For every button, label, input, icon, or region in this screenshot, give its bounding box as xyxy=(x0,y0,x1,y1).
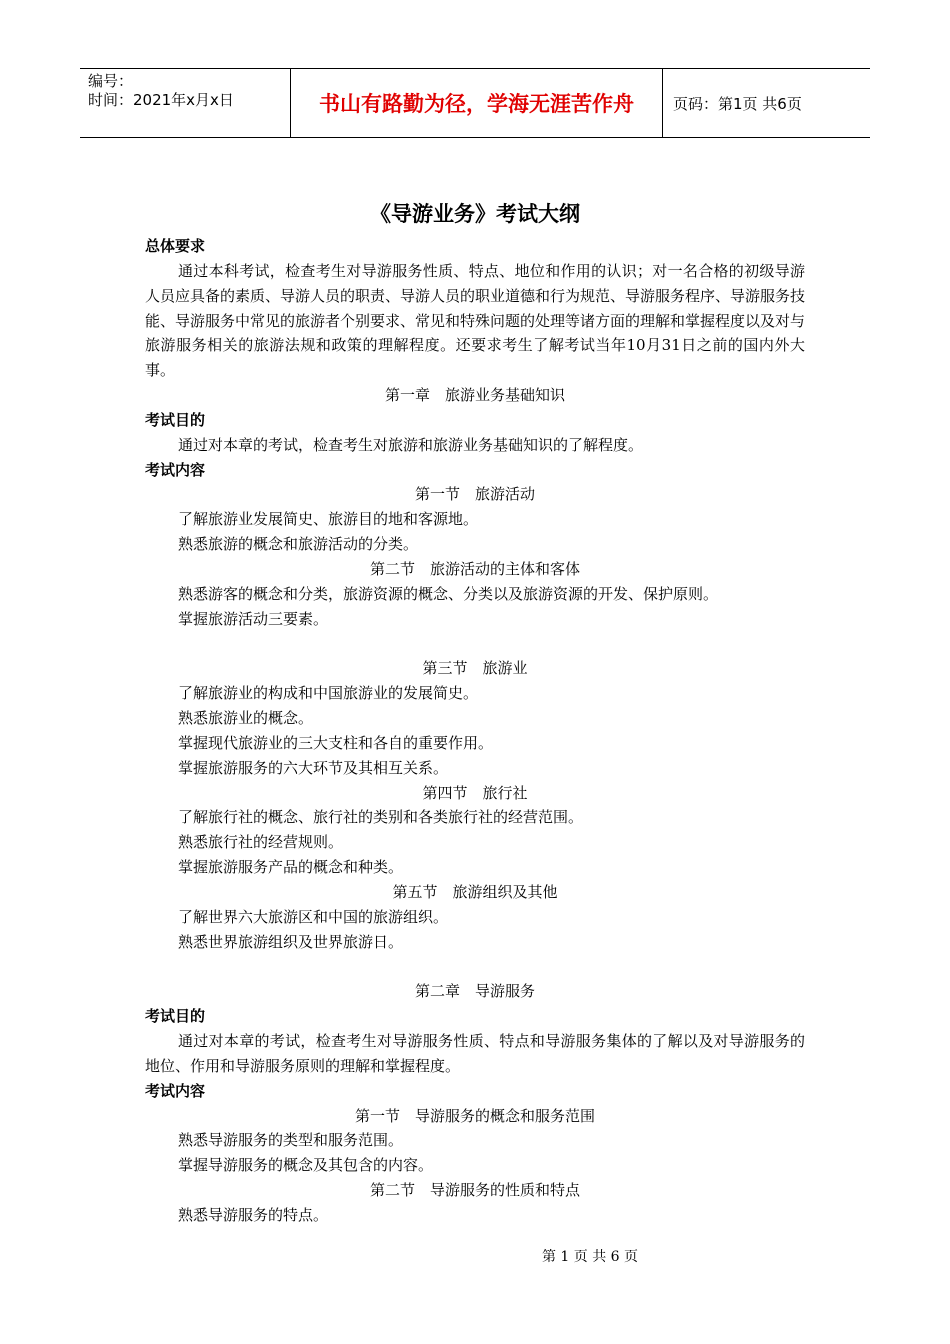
chapter1-section2-line: 熟悉游客的概念和分类，旅游资源的概念、分类以及旅游资源的开发、保护原则。 xyxy=(178,584,719,603)
chapter1-section5-title: 第五节 旅游组织及其他 xyxy=(392,882,558,901)
header-motto: 书山有路勤为径，学海无涯苦作舟 xyxy=(291,69,663,137)
chapter2-section2-line: 熟悉导游服务的特点。 xyxy=(178,1205,329,1224)
general-heading: 总体要求 xyxy=(145,237,206,255)
chapter2-section2-title: 第二节 导游服务的性质和特点 xyxy=(369,1181,580,1200)
chapter1-section3-line: 掌握旅游服务的六大环节及其相互关系。 xyxy=(178,758,449,777)
chapter1-goal-heading: 考试目的 xyxy=(145,410,206,429)
chapter1-section1-line: 熟悉旅游的概念和旅游活动的分类。 xyxy=(178,535,419,554)
chapter1-section4-line: 掌握旅游服务产品的概念和种类。 xyxy=(178,858,404,877)
chapter2-content-heading: 考试内容 xyxy=(145,1081,206,1100)
chapter1-title: 第一章 旅游业务基础知识 xyxy=(384,386,565,405)
chapter1-section4-title: 第四节 旅行社 xyxy=(422,783,528,802)
header-page-label: 页码：第1页 共6页 xyxy=(673,94,802,113)
page-footer: 第 1 页 共 6 页 xyxy=(541,1249,639,1265)
page-header xyxy=(80,68,870,138)
chapter2-goal-heading: 考试目的 xyxy=(145,1007,206,1026)
chapter2-section1-line: 熟悉导游服务的类型和服务范围。 xyxy=(178,1131,404,1150)
chapter2-title: 第二章 导游服务 xyxy=(414,982,535,1001)
chapter1-section3-title: 第三节 旅游业 xyxy=(422,659,528,678)
chapter1-section2-title: 第二节 旅游活动的主体和客体 xyxy=(369,559,580,578)
chapter1-section3-line: 了解旅游业的构成和中国旅游业的发展简史。 xyxy=(178,684,479,703)
chapter1-section4-line: 了解旅行社的概念、旅行社的类别和各类旅行社的经营范围。 xyxy=(178,808,584,827)
chapter1-section5-line: 了解世界六大旅游区和中国的旅游组织。 xyxy=(178,907,449,926)
chapter1-section2-line: 掌握旅游活动三要素。 xyxy=(178,609,329,628)
header-meta xyxy=(80,69,291,137)
chapter1-section3-line: 熟悉旅游业的概念。 xyxy=(178,709,314,728)
chapter1-section4-line: 熟悉旅行社的经营规则。 xyxy=(178,833,344,852)
chapter1-section3-line: 掌握现代旅游业的三大支柱和各自的重要作用。 xyxy=(178,733,494,752)
document-body xyxy=(145,234,805,1228)
chapter1-content-heading: 考试内容 xyxy=(145,460,206,479)
chapter2-section1-title: 第一节 导游服务的概念和服务范围 xyxy=(354,1106,595,1125)
chapter1-goal-text: 通过对本章的考试，检查考生对旅游和旅游业务基础知识的了解程度。 xyxy=(178,435,644,454)
spacer xyxy=(145,632,805,657)
document-title: 《导游业务》考试大纲 xyxy=(370,202,580,226)
time-label: 时间：2021年x月x日 xyxy=(88,91,234,109)
general-text: 通过本科考试，检查考生对导游服务性质、特点、地位和作用的认识；对一名合格的初级导游人员应具备的素质、导游人员的职责、导游人员的职业道德和行为规范、导游服务程序、导游服务技能、导游服务中常见的旅游者个别要求、常见和特殊问题的处理等诸方面的理解和掌握程度以及对与旅游服务相关的旅游法规和政策的理解程度。还要求考生了解考试当年10月31日之前的国内外大事。 xyxy=(145,261,806,380)
chapter2-section1-line: 掌握导游服务的概念及其包含的内容。 xyxy=(178,1156,434,1175)
spacer xyxy=(145,954,805,979)
chapter2-goal-text: 通过对本章的考试，检查考生对导游服务性质、特点和导游服务集体的了解以及对导游服务的地位、作用和导游服务原则的理解和掌握程度。 xyxy=(145,1032,805,1075)
chapter1-section1-line: 了解旅游业发展简史、旅游目的地和客源地。 xyxy=(178,510,479,529)
chapter1-section5-line: 熟悉世界旅游组织及世界旅游日。 xyxy=(178,932,404,951)
chapter1-section1-title: 第一节 旅游活动 xyxy=(414,485,535,504)
number-label: 编号： xyxy=(88,72,134,90)
